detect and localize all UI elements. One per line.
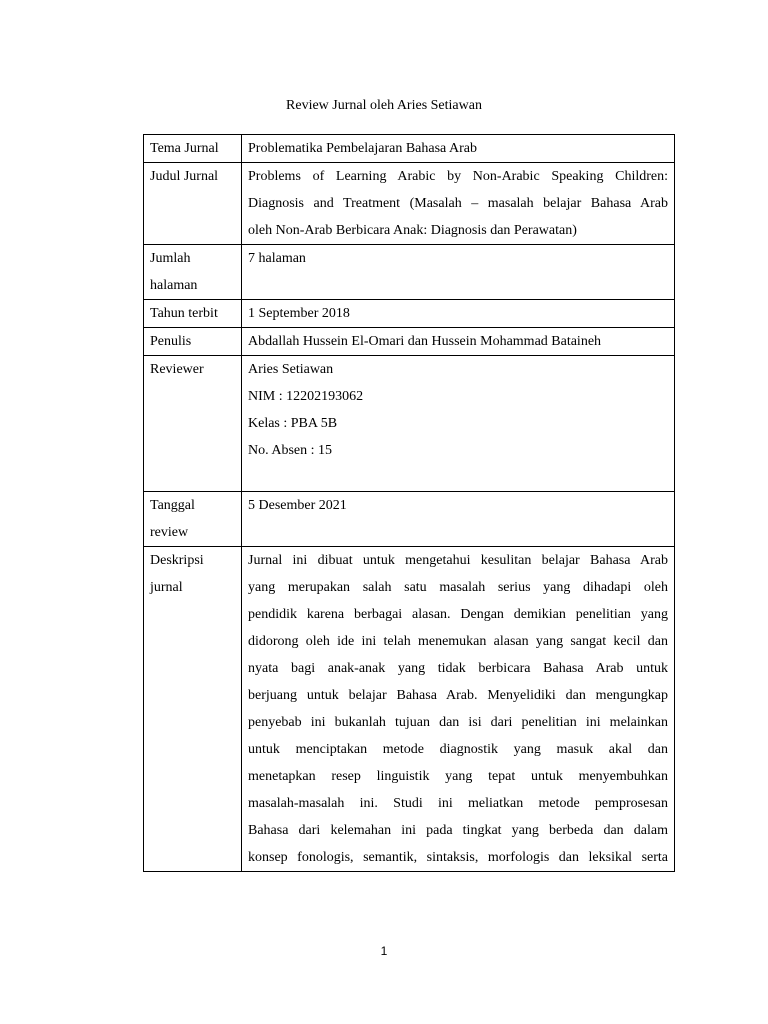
label-line: Jumlah [150, 251, 191, 266]
judul-line: Diagnosis and Treatment (Masalah – masalah belajar Bahasa Arab [248, 196, 668, 211]
reviewer-name: Aries Setiawan [248, 362, 334, 377]
deskripsi-line: konsep fonologis, semantik, sintaksis, morfologis dan leksikal serta [248, 850, 668, 865]
label-line: halaman [150, 278, 198, 293]
label-deskripsi-jurnal [144, 547, 242, 872]
deskripsi-line: Jurnal ini dibuat untuk mengetahui kesulitan belajar Bahasa Arab [248, 553, 668, 568]
page-number: 1 [380, 944, 388, 958]
value-jumlah-halaman: 7 halaman [242, 245, 675, 300]
label-line: review [150, 525, 189, 540]
reviewer-absen: No. Absen : 15 [248, 443, 332, 458]
table-row-penulis [144, 328, 675, 356]
table-row-tanggal [144, 492, 675, 547]
value-deskripsi-jurnal [242, 547, 675, 872]
deskripsi-line: untuk menciptakan metode diagnostik yang masuk akal dan [248, 742, 668, 757]
label-judul-jurnal: Judul Jurnal [144, 163, 242, 245]
label-penulis: Penulis [144, 328, 242, 356]
table-row-tema [144, 135, 675, 163]
deskripsi-line: pendidik karena berbagai alasan. Dengan demikian penelitian yang [248, 607, 668, 622]
label-line: jurnal [150, 580, 183, 595]
value-penulis: Abdallah Hussein El-Omari dan Hussein Mohammad Bataineh [242, 328, 675, 356]
value-tahun-terbit: 1 September 2018 [242, 300, 675, 328]
deskripsi-line: nyata bagi anak-anak yang tidak berbicara Bahasa Arab untuk [248, 661, 668, 676]
deskripsi-line: Bahasa dari kelemahan ini pada tingkat yang berbeda dan dalam [248, 823, 668, 838]
value-judul-jurnal [242, 163, 675, 245]
deskripsi-line: yang merupakan salah satu masalah serius yang dihadapi oleh [248, 580, 668, 595]
label-jumlah-halaman [144, 245, 242, 300]
deskripsi-line: penyebab ini bukanlah tujuan dan isi dari penelitian ini melainkan [248, 715, 668, 730]
label-line: Deskripsi [150, 553, 204, 568]
label-reviewer: Reviewer [144, 356, 242, 492]
label-tema-jurnal: Tema Jurnal [144, 135, 242, 163]
deskripsi-line: menetapkan resep linguistik yang tepat untuk menyembuhkan [248, 769, 668, 784]
deskripsi-line: didorong oleh ide ini telah menemukan alasan yang sangat kecil dan [248, 634, 668, 649]
table-row-deskripsi [144, 547, 675, 872]
table-row-judul [144, 163, 675, 245]
reviewer-nim: NIM : 12202193062 [248, 389, 364, 404]
judul-line: oleh Non-Arab Berbicara Anak: Diagnosis dan Perawatan) [248, 223, 577, 238]
label-tanggal-review [144, 492, 242, 547]
label-line: Tanggal [150, 498, 195, 513]
review-table [143, 134, 675, 872]
deskripsi-line: berjuang untuk belajar Bahasa Arab. Menyelidiki dan mengungkap [248, 688, 668, 703]
table-row-tahun [144, 300, 675, 328]
value-reviewer [242, 356, 675, 492]
judul-line: Problems of Learning Arabic by Non-Arabic Speaking Children: [248, 169, 668, 184]
value-tanggal-review: 5 Desember 2021 [242, 492, 675, 547]
label-tahun-terbit: Tahun terbit [144, 300, 242, 328]
reviewer-kelas: Kelas : PBA 5B [248, 416, 338, 431]
value-tema-jurnal: Problematika Pembelajaran Bahasa Arab [242, 135, 675, 163]
page-title: Review Jurnal oleh Aries Setiawan [286, 98, 482, 113]
table-row-reviewer [144, 356, 675, 492]
table-row-jumlah [144, 245, 675, 300]
deskripsi-line: masalah-masalah ini. Studi ini meliatkan metode pemprosesan [248, 796, 668, 811]
